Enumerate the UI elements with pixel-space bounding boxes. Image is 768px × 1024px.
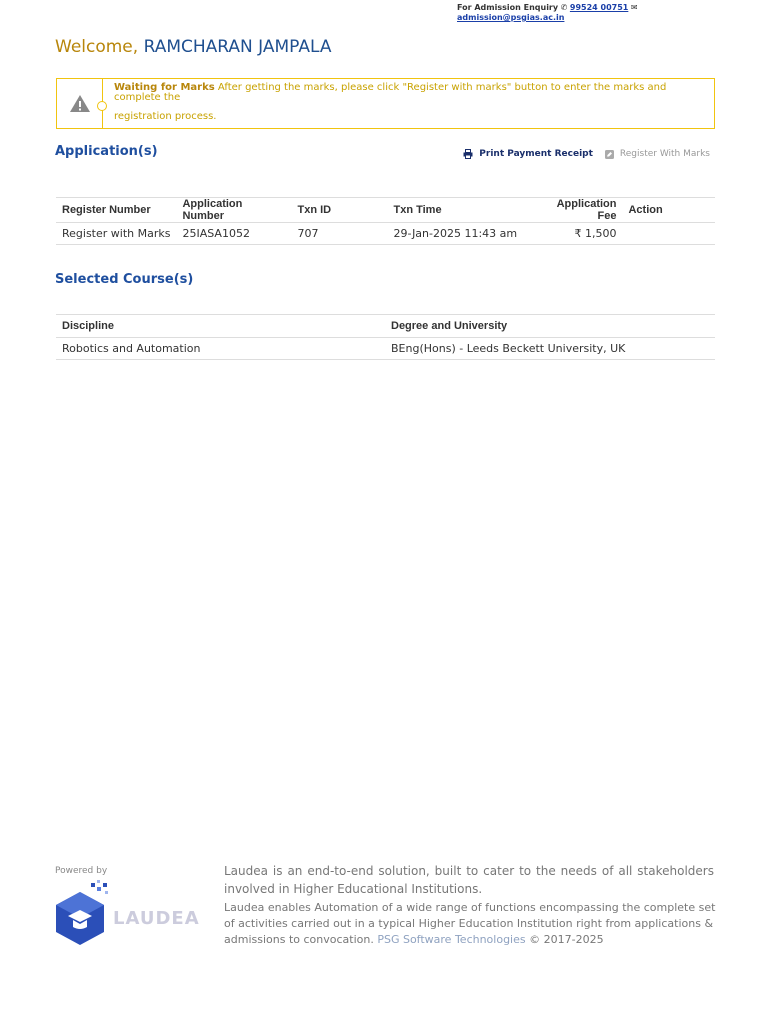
user-name: RAMCHARAN JAMPALA	[143, 37, 332, 57]
cell-discipline: Robotics and Automation	[56, 338, 385, 360]
warning-icon	[69, 94, 91, 113]
footer-description: Laudea is an end-to-end solution, built to cater to the needs of all stakeholders involved in Higher Educational Institutions.	[224, 864, 714, 896]
printer-icon	[463, 149, 473, 159]
phone-link[interactable]: 99524 00751	[569, 3, 629, 12]
col-txn-id: Txn ID	[291, 198, 387, 223]
alert-message-cont: registration process.	[114, 111, 217, 122]
cell-degree: BEng(Hons) - Leeds Beckett University, UK	[385, 338, 715, 360]
applications-table	[56, 197, 715, 245]
col-action: Action	[622, 198, 715, 223]
selected-courses-title: Selected Course(s)	[55, 272, 194, 287]
print-payment-receipt-button[interactable]	[463, 149, 593, 159]
email-link[interactable]: admission@psgias.ac.in	[457, 13, 565, 22]
register-label: Register With Marks	[619, 149, 710, 159]
print-label: Print Payment Receipt	[479, 149, 593, 159]
company-name: PSG Software Technologies	[377, 933, 526, 946]
cell-fee: ₹ 1,500	[532, 223, 622, 245]
col-degree-university: Degree and University	[385, 315, 715, 338]
alert-message: After getting the marks, please click "Register with marks" button to enter the marks and complete the	[114, 82, 667, 103]
footer-text2: Laudea enables Automation of a wide range of functions encompassing the complete set of activities carried out in a typical Higher Education Institution right from applications & admissions to convocation.	[224, 901, 716, 946]
courses-table	[56, 314, 715, 360]
waiting-for-marks-alert	[56, 78, 715, 129]
application-actions	[463, 149, 710, 159]
alert-text	[114, 83, 709, 122]
footer-automation-text	[224, 900, 716, 948]
table-row	[56, 223, 715, 245]
alert-icon-box	[57, 79, 103, 128]
enquiry-label: For Admission Enquiry	[457, 3, 559, 12]
admission-enquiry	[457, 3, 657, 23]
col-discipline: Discipline	[56, 315, 385, 338]
powered-by: Powered by	[55, 866, 108, 876]
laudea-logo-icon	[55, 880, 113, 946]
applications-title: Application(s)	[55, 144, 158, 159]
welcome-heading	[55, 37, 331, 57]
cell-application-number: 25IASA1052	[176, 223, 291, 245]
edit-square-icon	[605, 150, 614, 159]
cell-action	[622, 223, 715, 245]
table-header-row	[56, 315, 715, 338]
mail-icon: ✉	[630, 3, 638, 12]
col-application-fee: Application Fee	[532, 198, 622, 223]
phone-icon: ✆	[560, 3, 568, 12]
logo-text: LAUDEA	[113, 908, 200, 929]
cell-register-number: Register with Marks	[56, 223, 176, 245]
alert-title: Waiting for Marks	[114, 82, 215, 93]
col-application-number: Application Number	[176, 198, 291, 223]
copyright: © 2017-2025	[529, 933, 604, 946]
table-header-row	[56, 198, 715, 223]
cell-txn-time: 29-Jan-2025 11:43 am	[387, 223, 532, 245]
laudea-logo[interactable]	[55, 880, 200, 946]
col-register-number: Register Number	[56, 198, 176, 223]
table-row	[56, 338, 715, 360]
register-with-marks-button[interactable]	[605, 149, 710, 159]
col-txn-time: Txn Time	[387, 198, 532, 223]
welcome-greeting: Welcome,	[55, 37, 139, 57]
cell-txn-id: 707	[291, 223, 387, 245]
